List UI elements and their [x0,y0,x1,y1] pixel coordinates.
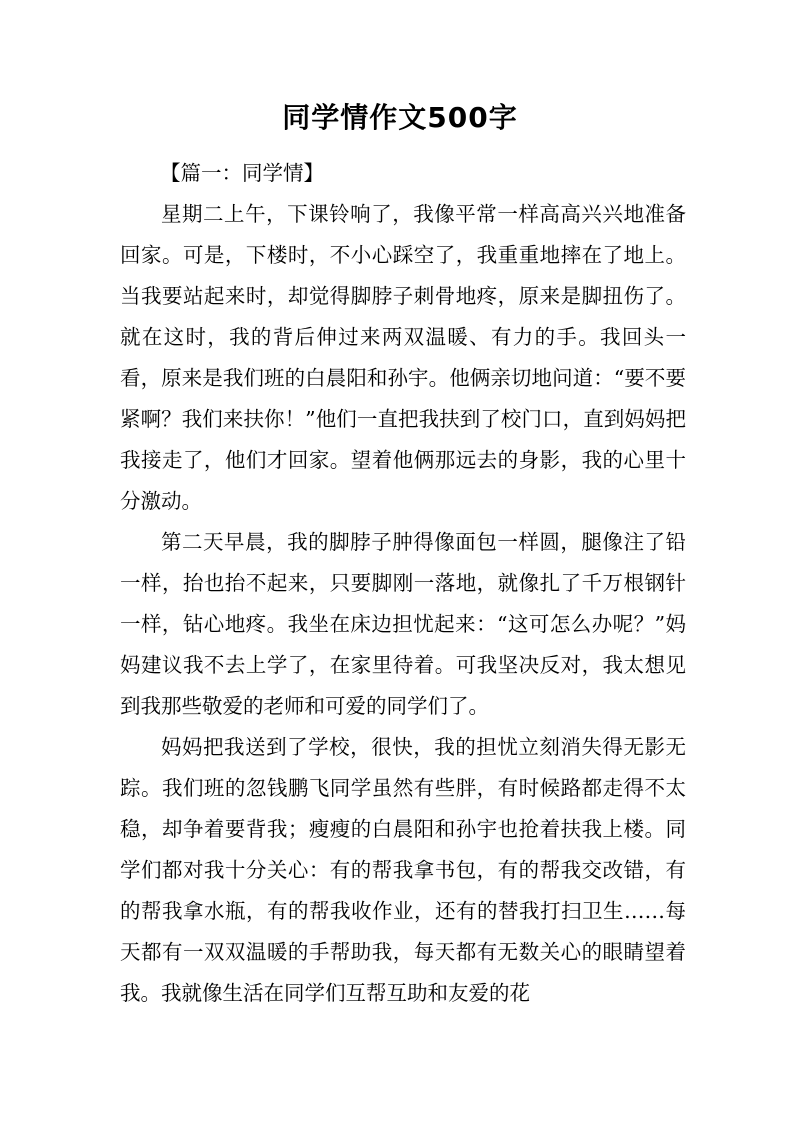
paragraph-1: 星期二上午，下课铃响了，我像平常一样高高兴兴地准备回家。可是，下楼时，不小心踩空了，我重重地摔在了地上。当我要站起来时，却觉得脚脖子刺骨地疼，原来是脚扭伤了。就在这时，我的背后伸过来两双温暖、有力的手。我回头一看，原来是我们班的白晨阳和孙宇。他俩亲切地问道：“要不要紧啊？我们来扶你！”他们一直把我扶到了校门口，直到妈妈把我接走了，他们才回家。望着他俩那远去的身影，我的心里十分激动。 [120,202,686,513]
document-title: 同学情作文500字 [282,101,518,134]
section-heading: 【篇一：同学情】 [160,161,324,185]
paragraph-2: 第二天早晨，我的脚脖子肿得像面包一样圆，腿像注了铅一样，抬也抬不起来，只要脚刚一落地，就像扎了千万根钢针一样，钻心地疼。我坐在床边担忧起来：“这可怎么办呢？”妈妈建议我不去上学了，在家里待着。可我坚决反对，我太想见到我那些敬爱的老师和可爱的同学们了。 [120,530,686,718]
document-body [120,153,686,1014]
paragraph-3: 妈妈把我送到了学校，很快，我的担忧立刻消失得无影无踪。我们班的忽钱鹏飞同学虽然有些胖，有时候路都走得不太稳，却争着要背我；瘦瘦的白晨阳和孙宇也抢着扶我上楼。同学们都对我十分关心：有的帮我拿书包，有的帮我交改错，有的帮我拿水瓶，有的帮我收作业，还有的替我打扫卫生……每天都有一双双温暖的手帮助我，每天都有无数关心的眼睛望着我。我就像生活在同学们互帮互助和友爱的花 [120,735,686,1005]
